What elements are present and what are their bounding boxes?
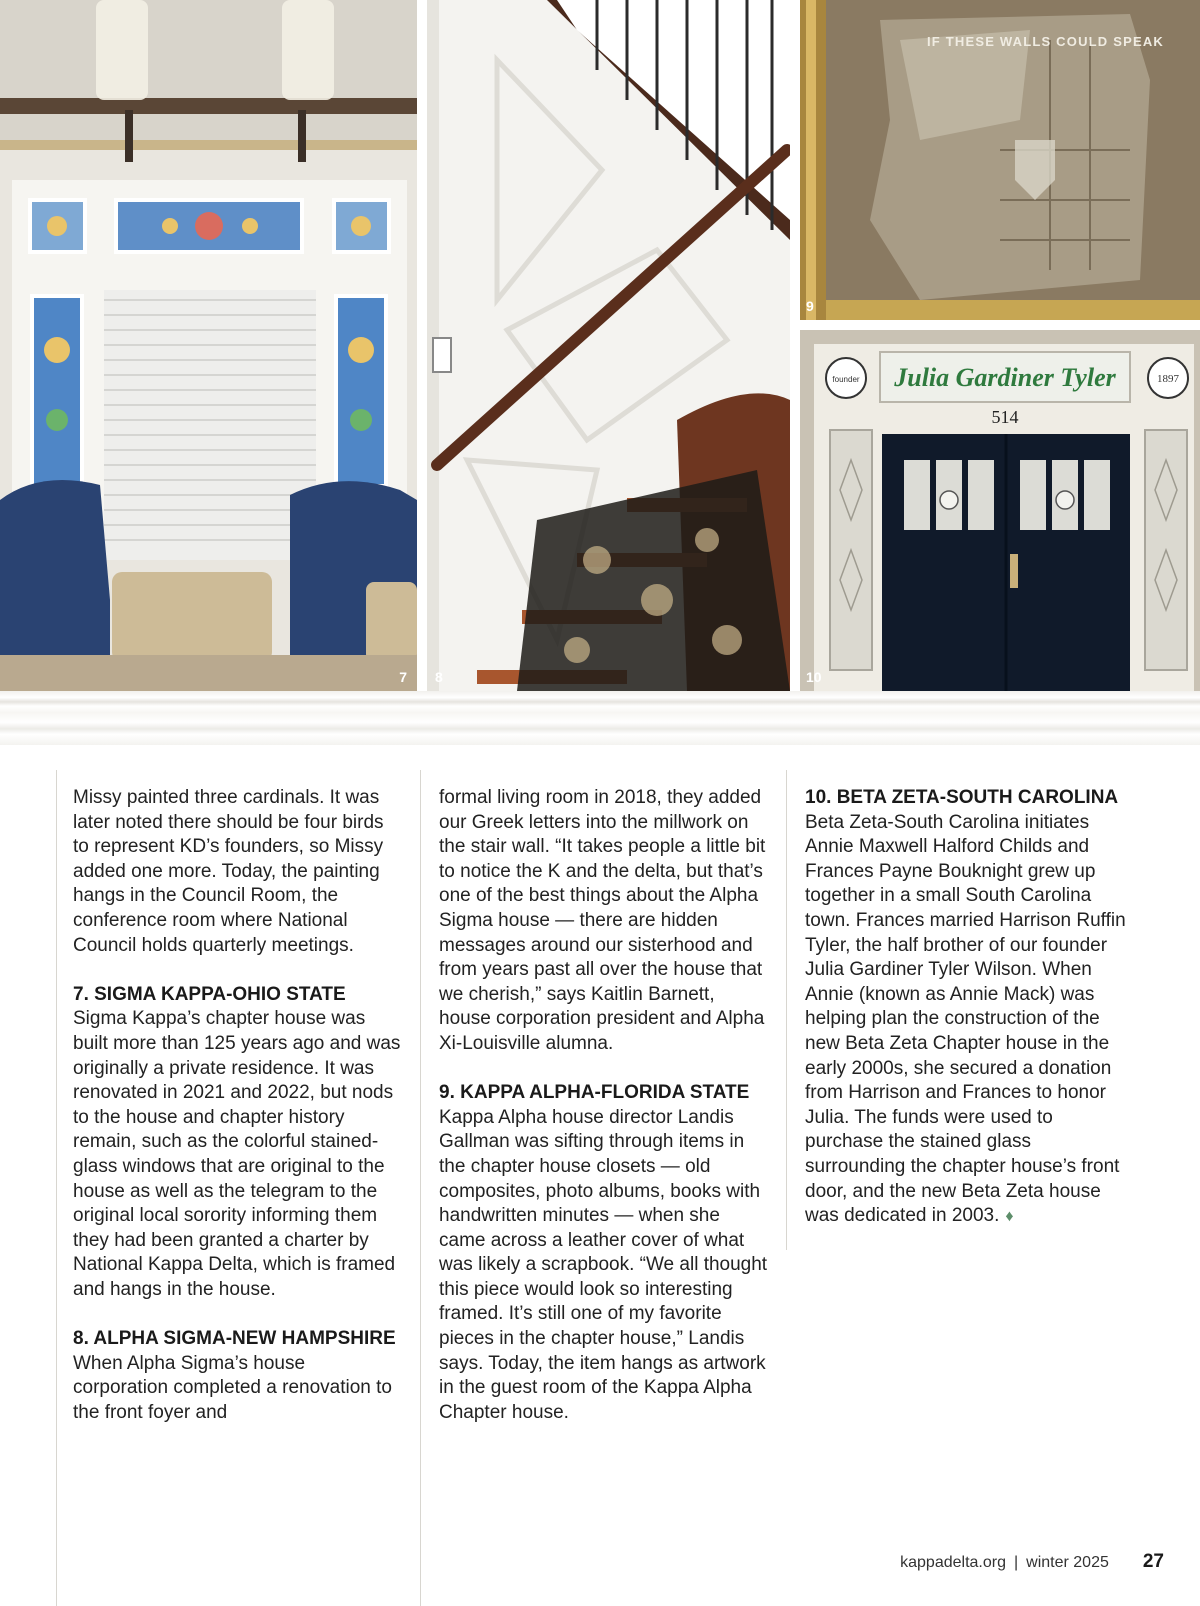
section-7-body: Sigma Kappa’s chapter house was built more than 125 years ago and was originally a private residence. It was renovated in 2021 and 2022, but nods to the house and chapter history remain, such as the colorful stained-glass windows that are original to the house as well as the telegram to the original local sorority informing them they had been granted a charter by National Kappa Delta, which is framed and hangs in the house. [73,1008,401,1300]
photo-number-9: 9 [806,298,814,314]
intro-paragraph: Missy painted three cardinals. It was later noted there should be four birds to represent KD’s founders, so Missy added one more. Today, the painting hangs in the Council Room, the conference room where National Council holds quarterly meetings. [73,787,384,956]
section-10-body [805,811,1135,1230]
section-8-heading: 8. ALPHA SIGMA-NEW HAMPSHIRE [73,1328,396,1350]
section-8-body: When Alpha Sigma’s house corporation completed a renovation to the front foyer and [73,1352,392,1423]
section-10-text: Beta Zeta-South Carolina initiates Annie Maxwell Halford Childs and Frances Payne Bouknight grew up together in a small South Carolina town. Frances married Harrison Ruffin Tyler, the half brother of our founder Julia Gardiner Tyler Wilson. When Annie (known as Annie Mack) was helping plan the construction of the new Beta Zeta Chapter house in the early 2000s, she secured a donation from Harrison and Frances to honor Julia. The funds were used to purchase the stained glass surrounding the chapter house’s front door, and the new Beta Zeta house was dedicated in 2003. [805,811,1126,1227]
staircase-illustration [427,0,790,691]
end-mark-diamond-icon: ♦ [1005,1208,1014,1226]
section-8-continued: formal living room in 2018, they added our Greek letters into the millwork on the stair wall. “It takes people a little bit to notice the K and the delta, but that’s one of the best things about the Alpha Sigma house — there are hidden messages around our sisterhood and from years past all over the house that we cherish,” says Kaitlin Barnett, house corporation president and Alpha Xi-Louisville alumna. [439,787,766,1054]
column-rule-left [56,770,57,1606]
footer-site: kappadelta.org [900,1554,1006,1571]
text-column-1 [73,786,403,1450]
page-footer [900,1551,1164,1573]
front-door-illustration [800,330,1200,691]
door-address: 514 [991,407,1019,427]
photo-7-council-room [0,0,417,691]
photo-10-front-door [800,330,1200,691]
photo-number-8: 8 [435,669,443,685]
photo-8-staircase [427,0,790,691]
text-column-2 [439,786,769,1450]
section-9-body: Kappa Alpha house director Landis Gallman was sifting through items in the chapter house closets — old composites, photo albums, books with handwritten minutes — when she came across a leather cover of what was likely a scrapbook. “We all thought this piece would look so interesting framed. It’s still one of my favorite pieces in the chapter house,” Landis says. Today, the item hangs as artwork in the guest room of the Kappa Alpha Chapter house. [439,1106,768,1423]
text-column-3 [805,786,1135,1254]
section-10-heading: 10. BETA ZETA-SOUTH CAROLINA [805,787,1119,808]
footer-issue: winter 2025 [1026,1554,1109,1571]
photo-number-10: 10 [806,669,822,685]
section-kicker: IF THESE WALLS COULD SPEAK [926,34,1164,49]
decorative-molding-band [0,691,1200,745]
footer-separator: | [1013,1554,1019,1571]
door-badge-right: 1897 [1157,373,1179,385]
photo-number-7: 7 [399,669,407,685]
door-badge-left: founder [832,375,860,384]
council-room-illustration [0,0,417,691]
column-rule-middle [420,770,421,1606]
photo-9-framed-scrapbook [800,0,1200,320]
section-7-heading: 7. SIGMA KAPPA-OHIO STATE [73,983,346,1005]
page-number: 27 [1142,1551,1164,1572]
section-9-heading: 9. KAPPA ALPHA-FLORIDA STATE [439,1082,750,1104]
door-sign-text: Julia Gardiner Tyler [894,363,1116,392]
column-rule-right [786,770,787,1250]
